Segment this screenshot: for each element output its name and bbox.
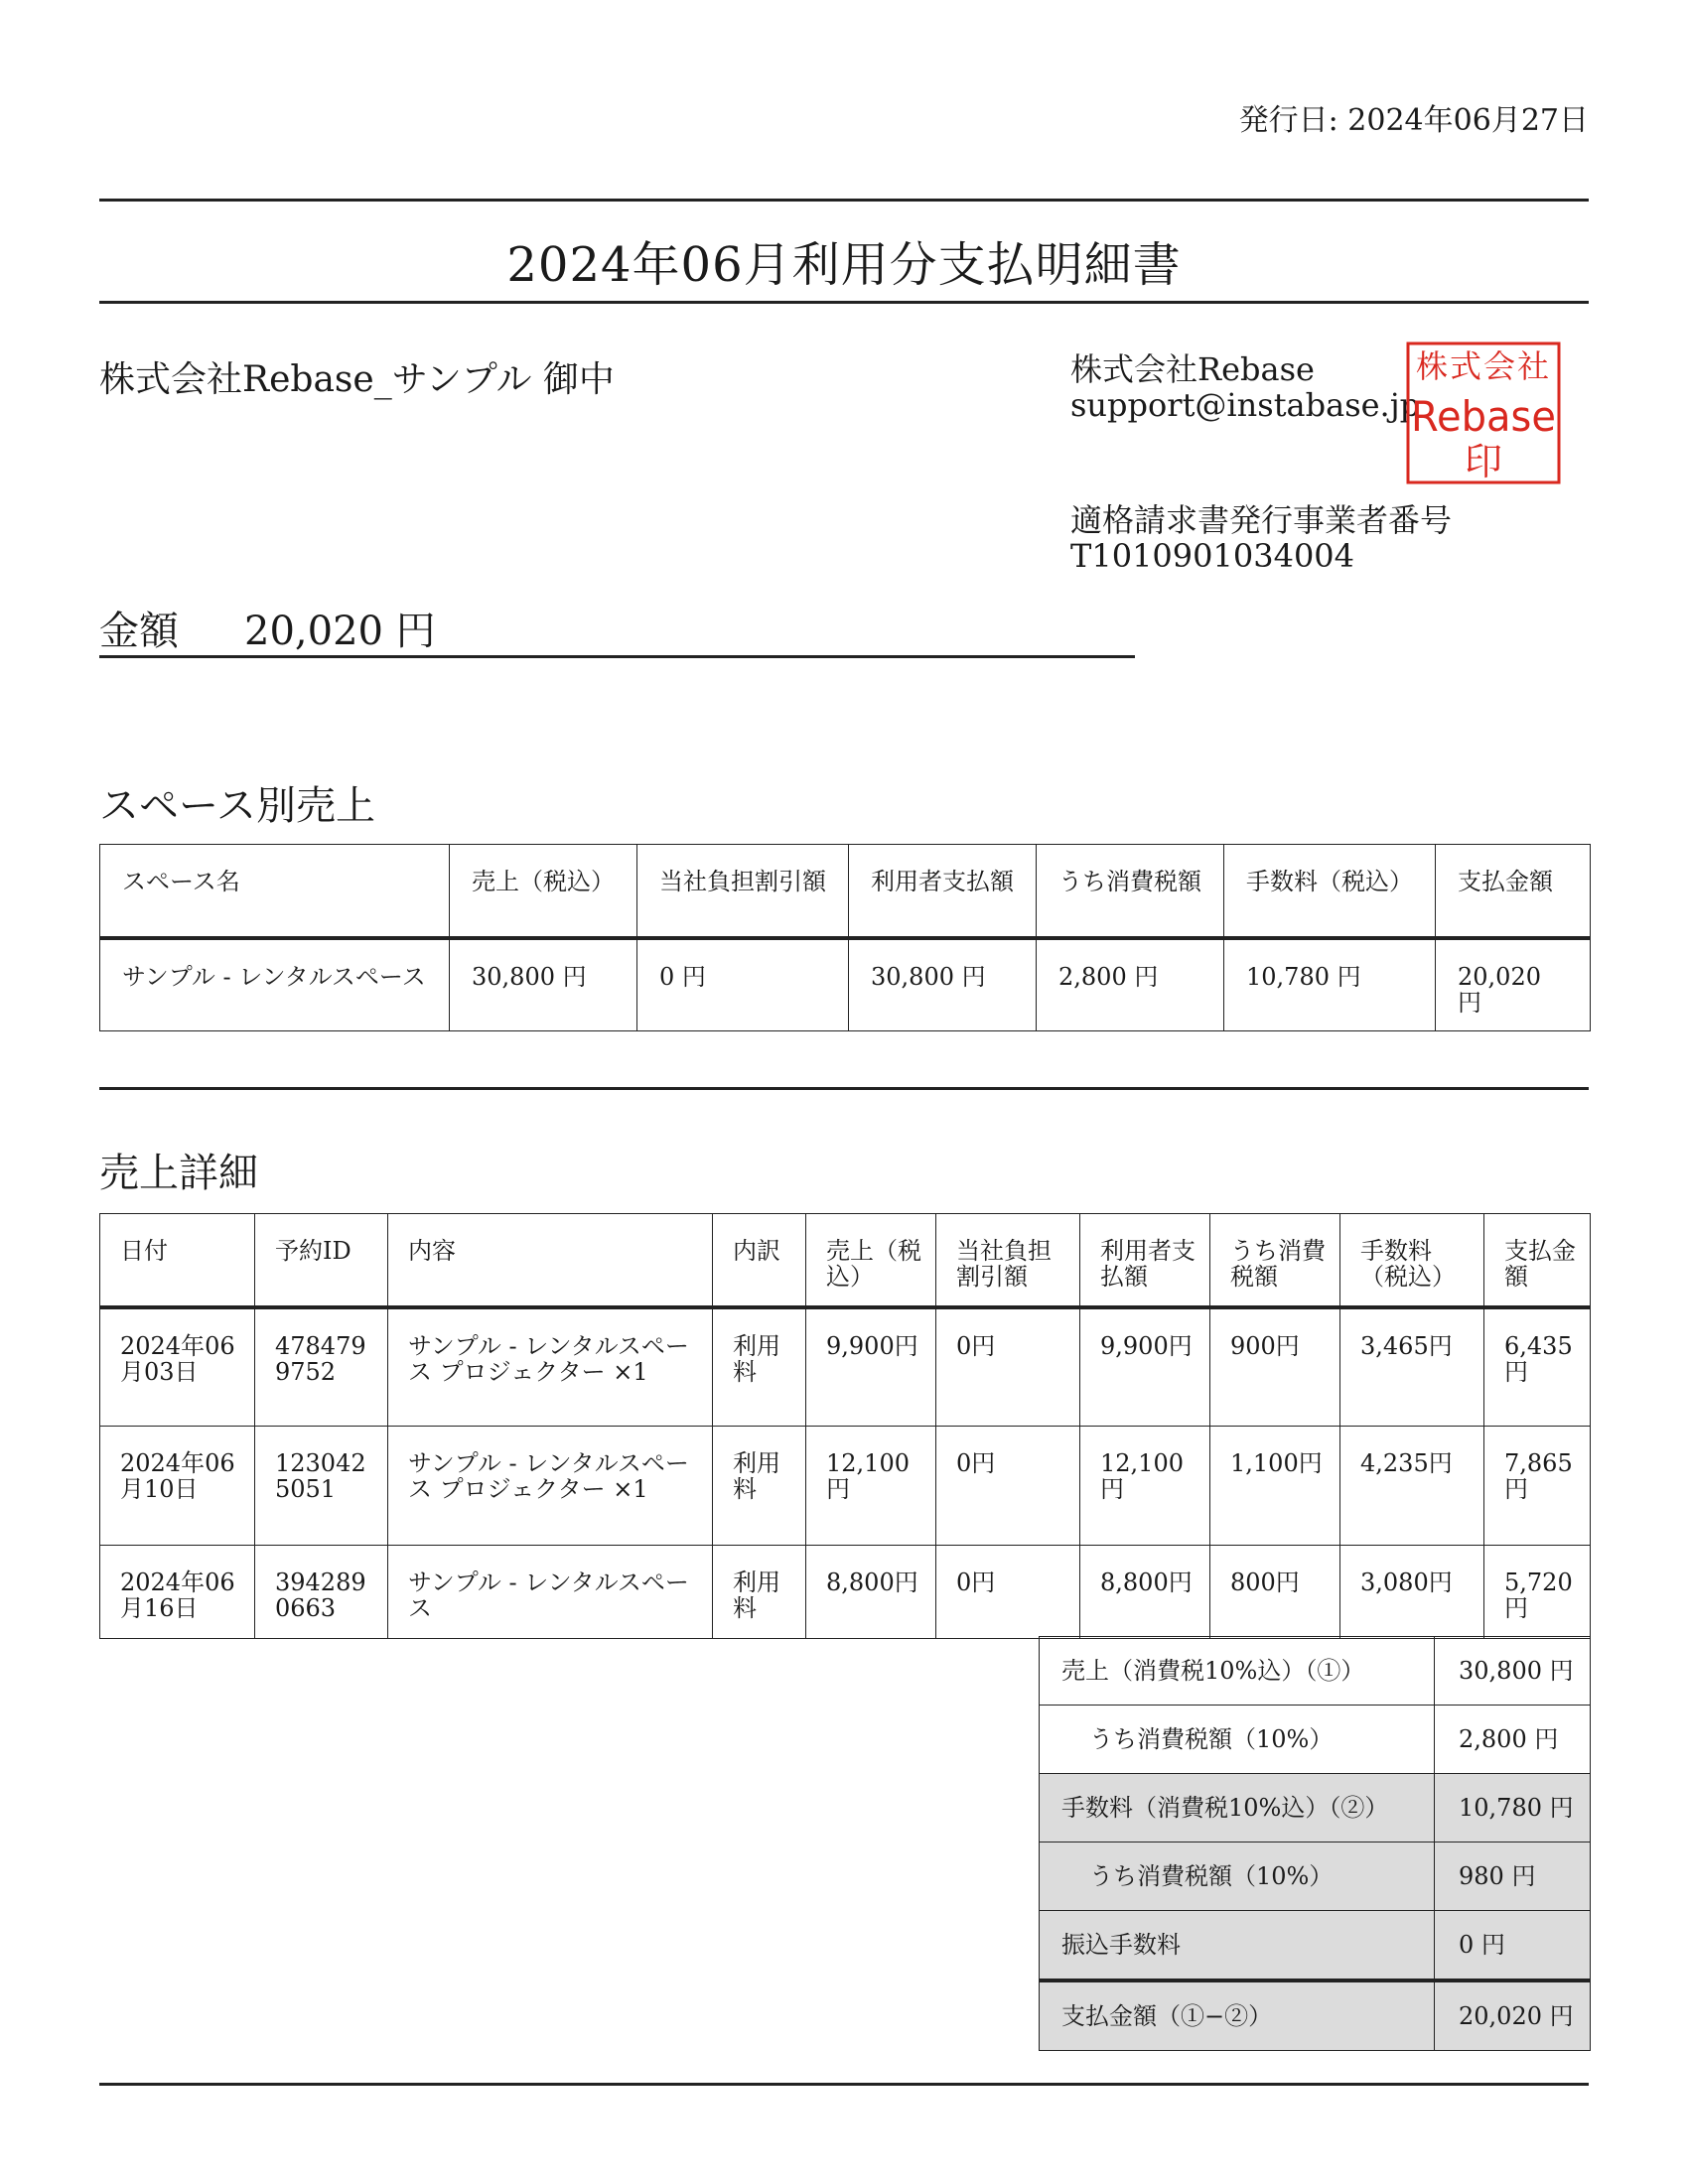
table-cell: 9,900円 bbox=[1080, 1307, 1210, 1427]
table-cell: 2024年06月16日 bbox=[100, 1546, 255, 1639]
table-cell: 9,900円 bbox=[806, 1307, 936, 1427]
document-title: 2024年06月利用分支払明細書 bbox=[506, 237, 1182, 293]
table-cell: 7,865円 bbox=[1484, 1427, 1591, 1546]
summary-label: 手数料（消費税10%込）（②） bbox=[1040, 1774, 1435, 1843]
table-cell: 利用料 bbox=[713, 1546, 806, 1639]
title-rule-bottom bbox=[99, 301, 1589, 304]
col-header: 支払金額 bbox=[1484, 1214, 1591, 1307]
table-cell: 3,465円 bbox=[1340, 1307, 1484, 1427]
table-cell: 12,100円 bbox=[806, 1427, 936, 1546]
summary-value: 20,020 円 bbox=[1435, 1980, 1591, 2051]
summary-value: 980 円 bbox=[1435, 1843, 1591, 1911]
summary-row bbox=[1040, 1637, 1591, 1706]
table-cell: 30,800 円 bbox=[450, 938, 637, 1031]
table-cell: 3,080円 bbox=[1340, 1546, 1484, 1639]
registration-block bbox=[1070, 502, 1452, 574]
summary-row bbox=[1040, 1706, 1591, 1774]
col-header: 予約ID bbox=[255, 1214, 388, 1307]
table-cell: 900円 bbox=[1210, 1307, 1340, 1427]
issuer-block bbox=[1070, 351, 1420, 423]
table-cell: 800円 bbox=[1210, 1546, 1340, 1639]
col-header: 内訳 bbox=[713, 1214, 806, 1307]
table-cell: サンプル - レンタルスペース プロジェクター ×1 bbox=[388, 1307, 713, 1427]
issue-date: 発行日: 2024年06月27日 bbox=[1238, 103, 1589, 138]
table-header-row bbox=[100, 1214, 1591, 1307]
title-rule-top bbox=[99, 199, 1589, 202]
registration-number: T1010901034004 bbox=[1070, 537, 1355, 575]
table-cell: 6,435円 bbox=[1484, 1307, 1591, 1427]
col-header: 手数料（税込） bbox=[1224, 845, 1436, 938]
table-cell: サンプル - レンタルスペース プロジェクター ×1 bbox=[388, 1427, 713, 1546]
col-header: 手数料（税込） bbox=[1340, 1214, 1484, 1307]
summary-value: 30,800 円 bbox=[1435, 1637, 1591, 1706]
section-heading-space: スペース別売上 bbox=[99, 783, 375, 829]
col-header: 売上（税込） bbox=[806, 1214, 936, 1307]
table-row bbox=[100, 938, 1591, 1031]
table-cell: 30,800 円 bbox=[849, 938, 1037, 1031]
table-cell: 2024年06月10日 bbox=[100, 1427, 255, 1546]
col-header: 内容 bbox=[388, 1214, 713, 1307]
table-cell: 利用料 bbox=[713, 1307, 806, 1427]
company-seal-stamp bbox=[1404, 340, 1563, 486]
col-header: うち消費税額 bbox=[1037, 845, 1224, 938]
amount-label: 金額 bbox=[99, 609, 179, 654]
summary-value: 0 円 bbox=[1435, 1911, 1591, 1981]
table-cell: サンプル - レンタルスペース bbox=[388, 1546, 713, 1639]
col-header: 日付 bbox=[100, 1214, 255, 1307]
space-sales-table bbox=[99, 844, 1591, 1031]
recipient-name: 株式会社Rebase_サンプル 御中 bbox=[99, 359, 615, 400]
summary-label: 支払金額（①−②） bbox=[1040, 1980, 1435, 2051]
table-cell: 0円 bbox=[936, 1427, 1080, 1546]
col-header: 当社負担割引額 bbox=[936, 1214, 1080, 1307]
summary-label: 売上（消費税10%込）（①） bbox=[1040, 1637, 1435, 1706]
registration-label: 適格請求書発行事業者番号 bbox=[1070, 501, 1453, 539]
table-cell: 1230425051 bbox=[255, 1427, 388, 1546]
col-header: 利用者支払額 bbox=[849, 845, 1037, 938]
payment-summary-table bbox=[1039, 1636, 1591, 2051]
col-header: スペース名 bbox=[100, 845, 450, 938]
summary-row bbox=[1040, 1843, 1591, 1911]
svg-text:印: 印 bbox=[1464, 440, 1503, 483]
summary-row bbox=[1040, 1774, 1591, 1843]
table-row bbox=[100, 1307, 1591, 1427]
amount-value: 20,020 円 bbox=[244, 609, 436, 654]
col-header: 利用者支払額 bbox=[1080, 1214, 1210, 1307]
table-cell: 利用料 bbox=[713, 1427, 806, 1546]
table-cell: 4784799752 bbox=[255, 1307, 388, 1427]
table-cell: 8,800円 bbox=[1080, 1546, 1210, 1639]
table-row bbox=[100, 1546, 1591, 1639]
issuer-company: 株式会社Rebase bbox=[1070, 350, 1315, 388]
col-header: 支払金額 bbox=[1436, 845, 1591, 938]
section-heading-detail: 売上詳細 bbox=[99, 1151, 258, 1196]
table-cell: 1,100円 bbox=[1210, 1427, 1340, 1546]
summary-label: うち消費税額（10%） bbox=[1040, 1843, 1435, 1911]
summary-value: 2,800 円 bbox=[1435, 1706, 1591, 1774]
table-cell: 4,235円 bbox=[1340, 1427, 1484, 1546]
footer-rule bbox=[99, 2083, 1589, 2086]
table-cell: 0 円 bbox=[637, 938, 849, 1031]
table-header-row bbox=[100, 845, 1591, 938]
table-cell: 5,720円 bbox=[1484, 1546, 1591, 1639]
svg-text:Rebase: Rebase bbox=[1411, 392, 1556, 441]
summary-total-row bbox=[1040, 1980, 1591, 2051]
svg-text:株式会社: 株式会社 bbox=[1415, 347, 1552, 385]
summary-value: 10,780 円 bbox=[1435, 1774, 1591, 1843]
table-cell: 8,800円 bbox=[806, 1546, 936, 1639]
total-amount bbox=[99, 600, 1135, 658]
table-cell: 2,800 円 bbox=[1037, 938, 1224, 1031]
summary-label: うち消費税額（10%） bbox=[1040, 1706, 1435, 1774]
table-row bbox=[100, 1427, 1591, 1546]
summary-row bbox=[1040, 1911, 1591, 1981]
section-divider bbox=[99, 1087, 1589, 1090]
table-cell: 2024年06月03日 bbox=[100, 1307, 255, 1427]
table-cell: 0円 bbox=[936, 1307, 1080, 1427]
table-cell: 0円 bbox=[936, 1546, 1080, 1639]
table-cell: 10,780 円 bbox=[1224, 938, 1436, 1031]
summary-label: 振込手数料 bbox=[1040, 1911, 1435, 1981]
col-header: 売上（税込） bbox=[450, 845, 637, 938]
table-cell: 3942890663 bbox=[255, 1546, 388, 1639]
table-cell: サンプル - レンタルスペース bbox=[100, 938, 450, 1031]
col-header: うち消費税額 bbox=[1210, 1214, 1340, 1307]
table-cell: 12,100円 bbox=[1080, 1427, 1210, 1546]
table-cell: 20,020 円 bbox=[1436, 938, 1591, 1031]
issuer-email: support@instabase.jp bbox=[1070, 386, 1421, 424]
col-header: 当社負担割引額 bbox=[637, 845, 849, 938]
sales-detail-table bbox=[99, 1213, 1591, 1639]
